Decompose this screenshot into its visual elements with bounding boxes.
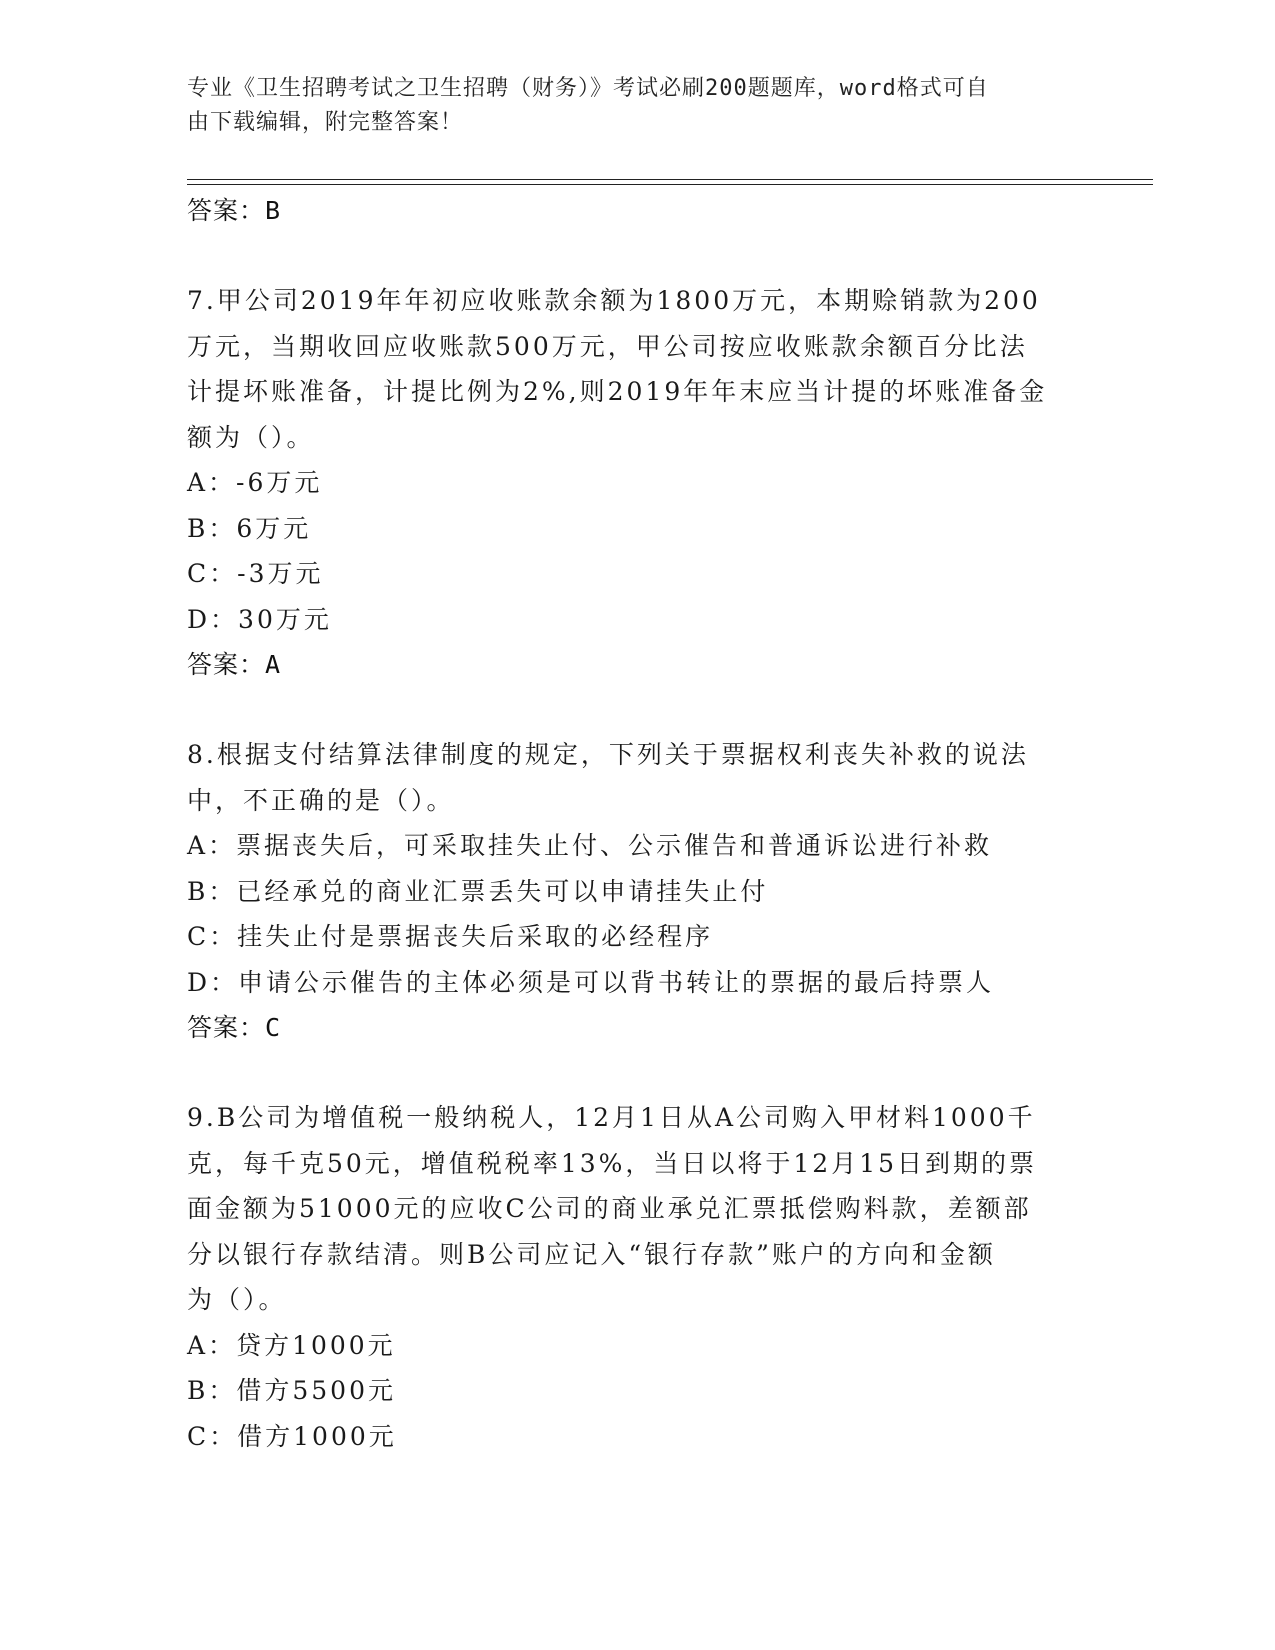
option-a: A：-6万元 <box>187 468 323 497</box>
answer-label: 答案：A <box>187 650 282 679</box>
question-text-line: 克，每千克50元，增值税税率13%，当日以将于12月15日到期的票 <box>187 1148 1038 1178</box>
header-line-1: 专业《卫生招聘考试之卫生招聘（财务）》考试必刷200题题库，word格式可自 <box>187 76 989 101</box>
question-text-line: 中，不正确的是（）。 <box>187 785 455 815</box>
previous-answer: 答案：B <box>187 196 282 225</box>
option-c: C：挂失止付是票据丧失后采取的必经程序 <box>187 922 714 951</box>
question-9 <box>187 1095 1087 1459</box>
question-text-line: 额为（）。 <box>187 422 315 452</box>
question-text-line: 分以银行存款结清。则B公司应记入“银行存款”账户的方向和金额 <box>187 1239 996 1269</box>
question-text-line: 面金额为51000元的应收C公司的商业承兑汇票抵偿购料款，差额部 <box>187 1194 1032 1223</box>
option-a: A：贷方1000元 <box>187 1330 396 1360</box>
question-text-line: 计提坏账准备，计提比例为2%,则2019年年末应当计提的坏账准备金 <box>187 377 1048 406</box>
answer-label: 答案：C <box>187 1013 282 1042</box>
question-text-line: 8.根据支付结算法律制度的规定，下列关于票据权利丧失补救的说法 <box>187 740 1029 769</box>
question-text-line: 7.甲公司2019年年初应收账款余额为1800万元，本期赊销款为200 <box>187 286 1041 315</box>
option-d: D：30万元 <box>187 604 332 634</box>
option-d: D：申请公示催告的主体必须是可以背书转让的票据的最后持票人 <box>187 967 995 997</box>
option-c: C：-3万元 <box>187 559 324 588</box>
header-line-2: 由下载编辑，附完整答案！ <box>187 110 464 135</box>
document-body <box>187 188 1087 1459</box>
option-c: C：借方1000元 <box>187 1421 397 1451</box>
question-text-line: 万元，当期收回应收账款500万元，甲公司按应收账款余额百分比法 <box>187 331 1028 361</box>
option-a: A：票据丧失后，可采取挂失止付、公示催告和普通诉讼进行补救 <box>187 831 993 860</box>
header-divider-bottom <box>187 184 1153 185</box>
header-divider-top <box>187 179 1153 180</box>
question-7 <box>187 278 1087 688</box>
question-8 <box>187 732 1087 1051</box>
option-b: B：借方5500元 <box>187 1376 396 1405</box>
question-text-line: 9.B公司为增值税一般纳税人，12月1日从A公司购入甲材料1000千 <box>187 1103 1036 1132</box>
option-b: B：6万元 <box>187 513 312 543</box>
option-b: B：已经承兑的商业汇票丢失可以申请挂失止付 <box>187 876 769 906</box>
document-header <box>187 72 1067 140</box>
question-text-line: 为（）。 <box>187 1285 287 1314</box>
